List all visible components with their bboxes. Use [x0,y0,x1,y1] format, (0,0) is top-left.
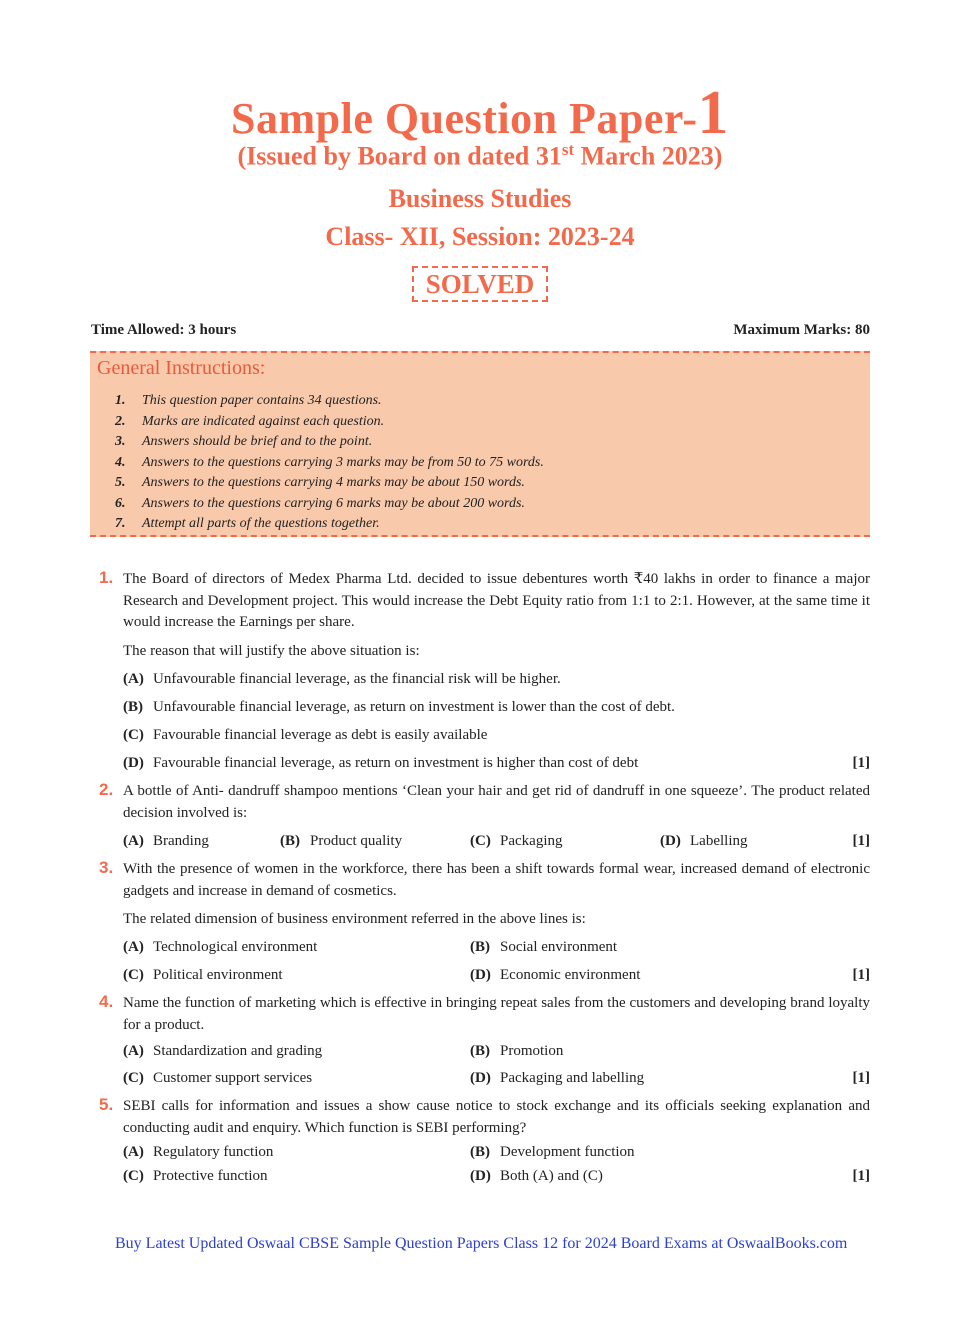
question-text: Name the function of marketing which is effective in bringing repeat sales from the customers and developing brand loyalty for a product. [123,995,870,1033]
question-text: A bottle of Anti- dandruff shampoo mentions ‘Clean your hair and get rid of dandruff in one squeeze’. The product related decision involved is: [123,783,870,821]
option-b: (B) Unfavourable financial leverage, as return on investment is lower than the cost of debt. [123,699,675,715]
question-number: 5. [99,1095,114,1114]
question-number: 2. [99,780,114,799]
instruction-item: 5. Answers to the questions carrying 4 marks may be about 150 words. [115,475,525,490]
marks-label: [1] [852,833,870,849]
subject-name: Business Studies [388,184,572,213]
time-allowed: Time Allowed: 3 hours [91,322,237,338]
option-c: (C) Customer support services [123,1070,313,1086]
option-c: (C) Packaging [470,833,563,849]
instructions-list [115,391,544,535]
option-d: (D) Favourable financial leverage, as return on investment is higher than cost of debt [123,755,639,771]
option-b: (B) Product quality [280,833,403,849]
option-c: (C) Favourable financial leverage as debt is easily available [123,727,488,743]
class-session: Class- XII, Session: 2023-24 [325,222,635,251]
instruction-item: 6. Answers to the questions carrying 6 marks may be about 200 words. [115,495,525,511]
option-a: (A) Standardization and grading [123,1043,323,1059]
marks-label: [1] [852,755,870,771]
question-text: With the presence of women in the workforce, there has been a shift towards formal wear, increased demand of electronic gadgets and increase in demand of cosmetics. [123,861,870,899]
question-text: The Board of directors of Medex Pharma Ltd. decided to issue debentures worth ₹40 lakhs in order to finance a major Research and Development project. This would increase the Debt Equity ratio from 1:1 to 2:1. However, at the same time it would increase the Earnings per share. [123,571,870,630]
instruction-item: 4. Answers to the questions carrying 3 marks may be from 50 to 75 words. [115,454,544,470]
marks-label: [1] [852,967,870,983]
instructions-title: General Instructions: [97,357,266,379]
option-a: (A) Technological environment [123,939,318,955]
marks-label: [1] [852,1070,870,1086]
option-b: (B) Development function [470,1144,635,1160]
marks-label: [1] [852,1168,870,1184]
question-number: 4. [99,992,114,1011]
general-instructions [90,351,870,537]
maximum-marks: Maximum Marks: 80 [733,322,870,338]
option-c: (C) Protective function [123,1168,268,1184]
option-d: (D) Packaging and labelling [470,1070,645,1086]
question-lead: The related dimension of business environment referred in the above lines is: [123,911,586,927]
instruction-item: 1. This question paper contains 34 questions. [115,393,382,408]
option-b: (B) Promotion [470,1043,564,1059]
question-lead: The reason that will justify the above situation is: [123,643,420,659]
option-d: (D) Labelling [660,833,748,849]
option-a: (A) Branding [123,833,209,849]
paper-title: Sample Question Paper-1 [231,79,729,147]
solved-badge: SOLVED [412,266,549,302]
instruction-item: 2. Marks are indicated against each question. [115,413,385,429]
option-a: (A) Regulatory function [123,1144,274,1160]
footer-promo-link[interactable]: Buy Latest Updated Oswaal CBSE Sample Question Papers Class 12 for 2024 Board Exams at OswaalBooks.com [115,1235,848,1252]
issue-date: (Issued by Board on dated 31st March 2023) [237,140,723,171]
option-a: (A) Unfavourable financial leverage, as the financial risk will be higher. [123,671,561,687]
question-number: 1. [99,568,114,587]
paper-meta [91,322,870,339]
option-b: (B) Social environment [470,939,618,955]
question-number: 3. [99,858,114,877]
option-c: (C) Political environment [123,967,283,983]
instruction-item: 3. Answers should be brief and to the point. [115,434,373,449]
option-d: (D) Both (A) and (C) [470,1168,603,1184]
question-text: SEBI calls for information and issues a show cause notice to stock exchange and its officials seeking explanation and conducting audit and enquiry. Which function is SEBI performing? [123,1098,870,1136]
option-d: (D) Economic environment [470,967,641,983]
instruction-item: 7. Attempt all parts of the questions together. [115,516,380,531]
